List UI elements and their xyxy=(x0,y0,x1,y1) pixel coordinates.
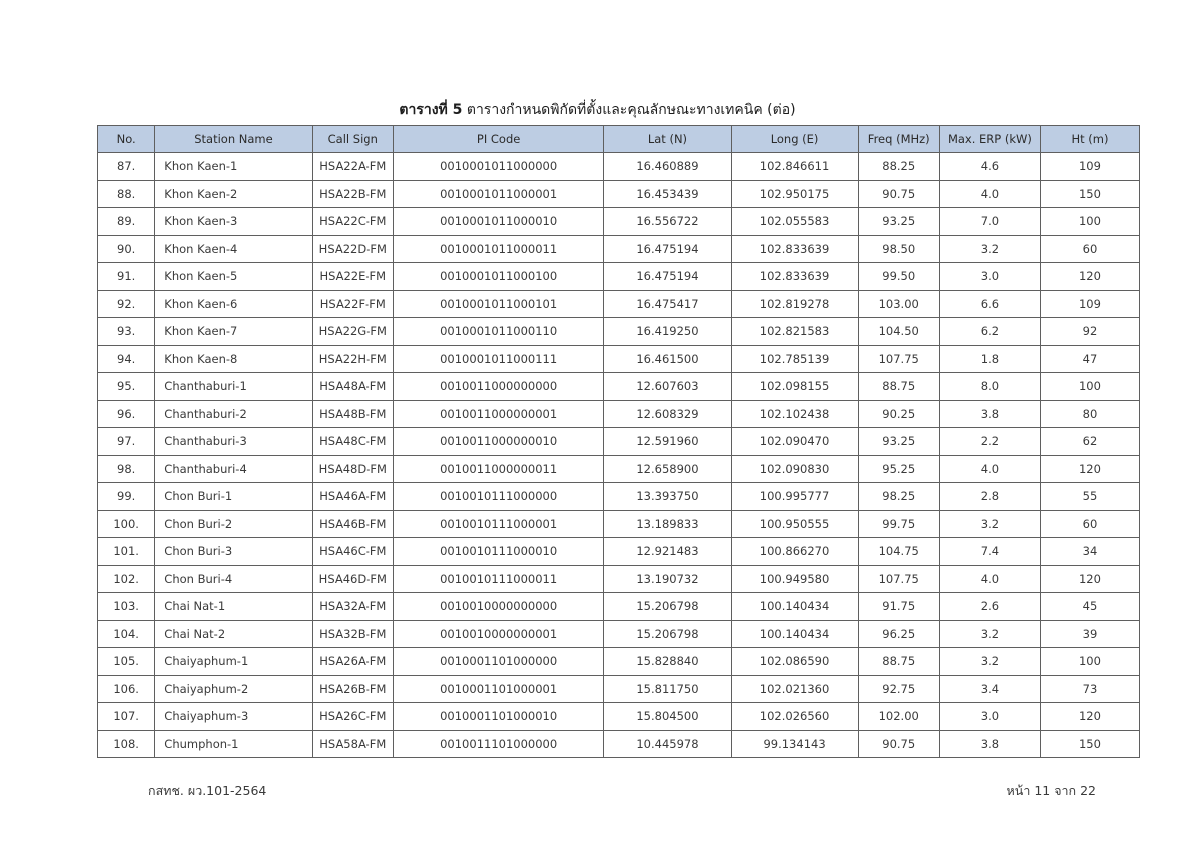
cell-station: Chaiyaphum-2 xyxy=(155,675,312,703)
cell-lat: 15.206798 xyxy=(604,593,731,621)
cell-no: 97. xyxy=(98,428,155,456)
cell-picode: 0010010111000011 xyxy=(393,565,603,593)
cell-picode: 0010001011000001 xyxy=(393,180,603,208)
page-indicator: หน้า 11 จาก 22 xyxy=(1006,783,1096,798)
cell-erp: 3.2 xyxy=(939,620,1040,648)
cell-station: Khon Kaen-7 xyxy=(155,318,312,346)
cell-lat: 12.921483 xyxy=(604,538,731,566)
cell-no: 91. xyxy=(98,263,155,291)
column-header-picode: PI Code xyxy=(393,126,603,153)
cell-ht: 120 xyxy=(1040,565,1139,593)
cell-freq: 102.00 xyxy=(858,703,939,731)
table-row xyxy=(98,235,1140,263)
cell-callsign: HSA26A-FM xyxy=(312,648,393,676)
cell-station: Chaiyaphum-1 xyxy=(155,648,312,676)
cell-freq: 99.50 xyxy=(858,263,939,291)
cell-no: 104. xyxy=(98,620,155,648)
cell-ht: 39 xyxy=(1040,620,1139,648)
cell-no: 88. xyxy=(98,180,155,208)
cell-lat: 10.445978 xyxy=(604,730,731,758)
cell-picode: 0010010000000001 xyxy=(393,620,603,648)
cell-ht: 60 xyxy=(1040,510,1139,538)
cell-erp: 6.2 xyxy=(939,318,1040,346)
cell-long: 102.086590 xyxy=(731,648,858,676)
cell-callsign: HSA22G-FM xyxy=(312,318,393,346)
table-row xyxy=(98,730,1140,758)
cell-lat: 16.475417 xyxy=(604,290,731,318)
table-row xyxy=(98,593,1140,621)
cell-ht: 120 xyxy=(1040,263,1139,291)
cell-erp: 3.0 xyxy=(939,703,1040,731)
cell-erp: 3.2 xyxy=(939,648,1040,676)
cell-picode: 0010011000000000 xyxy=(393,373,603,401)
cell-station: Chon Buri-1 xyxy=(155,483,312,511)
cell-lat: 15.811750 xyxy=(604,675,731,703)
cell-callsign: HSA26B-FM xyxy=(312,675,393,703)
table-row xyxy=(98,703,1140,731)
cell-station: Chon Buri-3 xyxy=(155,538,312,566)
page-title xyxy=(0,100,1195,120)
cell-lat: 15.828840 xyxy=(604,648,731,676)
cell-ht: 109 xyxy=(1040,153,1139,181)
cell-callsign: HSA32B-FM xyxy=(312,620,393,648)
column-header-station: Station Name xyxy=(155,126,312,153)
cell-erp: 3.8 xyxy=(939,730,1040,758)
cell-picode: 0010010000000000 xyxy=(393,593,603,621)
cell-picode: 0010011101000000 xyxy=(393,730,603,758)
cell-lat: 16.556722 xyxy=(604,208,731,236)
cell-long: 102.833639 xyxy=(731,235,858,263)
cell-lat: 13.190732 xyxy=(604,565,731,593)
cell-no: 96. xyxy=(98,400,155,428)
column-header-callsign: Call Sign xyxy=(312,126,393,153)
cell-station: Chanthaburi-4 xyxy=(155,455,312,483)
cell-ht: 47 xyxy=(1040,345,1139,373)
cell-station: Chon Buri-2 xyxy=(155,510,312,538)
cell-ht: 73 xyxy=(1040,675,1139,703)
cell-ht: 80 xyxy=(1040,400,1139,428)
cell-erp: 3.2 xyxy=(939,510,1040,538)
station-table xyxy=(97,125,1140,758)
cell-picode: 0010011000000011 xyxy=(393,455,603,483)
table-row xyxy=(98,263,1140,291)
cell-callsign: HSA48A-FM xyxy=(312,373,393,401)
cell-ht: 45 xyxy=(1040,593,1139,621)
cell-long: 102.021360 xyxy=(731,675,858,703)
cell-freq: 88.25 xyxy=(858,153,939,181)
cell-no: 107. xyxy=(98,703,155,731)
table-row xyxy=(98,180,1140,208)
cell-long: 102.821583 xyxy=(731,318,858,346)
table-row xyxy=(98,428,1140,456)
cell-picode: 0010001101000010 xyxy=(393,703,603,731)
cell-station: Khon Kaen-4 xyxy=(155,235,312,263)
cell-callsign: HSA22C-FM xyxy=(312,208,393,236)
cell-erp: 6.6 xyxy=(939,290,1040,318)
cell-station: Chaiyaphum-3 xyxy=(155,703,312,731)
column-header-long: Long (E) xyxy=(731,126,858,153)
table-row xyxy=(98,620,1140,648)
table-row xyxy=(98,373,1140,401)
cell-station: Chumphon-1 xyxy=(155,730,312,758)
column-header-ht: Ht (m) xyxy=(1040,126,1139,153)
cell-no: 102. xyxy=(98,565,155,593)
cell-picode: 0010011000000010 xyxy=(393,428,603,456)
cell-callsign: HSA46D-FM xyxy=(312,565,393,593)
cell-station: Khon Kaen-6 xyxy=(155,290,312,318)
table-header-row xyxy=(98,126,1140,153)
cell-picode: 0010001011000110 xyxy=(393,318,603,346)
cell-ht: 120 xyxy=(1040,703,1139,731)
cell-freq: 88.75 xyxy=(858,648,939,676)
cell-erp: 3.2 xyxy=(939,235,1040,263)
cell-picode: 0010001011000011 xyxy=(393,235,603,263)
cell-picode: 0010001011000101 xyxy=(393,290,603,318)
cell-station: Chanthaburi-2 xyxy=(155,400,312,428)
cell-lat: 12.607603 xyxy=(604,373,731,401)
cell-ht: 55 xyxy=(1040,483,1139,511)
cell-no: 98. xyxy=(98,455,155,483)
cell-erp: 8.0 xyxy=(939,373,1040,401)
cell-callsign: HSA58A-FM xyxy=(312,730,393,758)
cell-freq: 92.75 xyxy=(858,675,939,703)
column-header-erp: Max. ERP (kW) xyxy=(939,126,1040,153)
table-row xyxy=(98,648,1140,676)
cell-long: 102.098155 xyxy=(731,373,858,401)
cell-station: Chon Buri-4 xyxy=(155,565,312,593)
cell-freq: 103.00 xyxy=(858,290,939,318)
cell-freq: 98.50 xyxy=(858,235,939,263)
cell-no: 105. xyxy=(98,648,155,676)
cell-lat: 12.591960 xyxy=(604,428,731,456)
cell-callsign: HSA48B-FM xyxy=(312,400,393,428)
cell-ht: 120 xyxy=(1040,455,1139,483)
table-row xyxy=(98,483,1140,511)
table-row xyxy=(98,455,1140,483)
cell-erp: 7.4 xyxy=(939,538,1040,566)
cell-ht: 109 xyxy=(1040,290,1139,318)
cell-long: 102.090830 xyxy=(731,455,858,483)
cell-station: Chai Nat-2 xyxy=(155,620,312,648)
table-row xyxy=(98,538,1140,566)
cell-freq: 104.50 xyxy=(858,318,939,346)
cell-erp: 2.6 xyxy=(939,593,1040,621)
cell-erp: 4.0 xyxy=(939,180,1040,208)
cell-long: 100.866270 xyxy=(731,538,858,566)
cell-ht: 92 xyxy=(1040,318,1139,346)
cell-callsign: HSA22D-FM xyxy=(312,235,393,263)
cell-picode: 0010001101000000 xyxy=(393,648,603,676)
cell-picode: 0010010111000010 xyxy=(393,538,603,566)
cell-callsign: HSA26C-FM xyxy=(312,703,393,731)
cell-lat: 13.393750 xyxy=(604,483,731,511)
cell-freq: 95.25 xyxy=(858,455,939,483)
cell-long: 102.785139 xyxy=(731,345,858,373)
cell-erp: 4.6 xyxy=(939,153,1040,181)
cell-picode: 0010001011000111 xyxy=(393,345,603,373)
cell-freq: 91.75 xyxy=(858,593,939,621)
cell-long: 100.950555 xyxy=(731,510,858,538)
cell-long: 102.055583 xyxy=(731,208,858,236)
cell-ht: 62 xyxy=(1040,428,1139,456)
table-row xyxy=(98,290,1140,318)
table-row xyxy=(98,675,1140,703)
page-title-number: ตารางที่ 5 xyxy=(399,102,463,118)
table-row xyxy=(98,153,1140,181)
cell-erp: 4.0 xyxy=(939,455,1040,483)
column-header-no: No. xyxy=(98,126,155,153)
cell-no: 106. xyxy=(98,675,155,703)
cell-freq: 104.75 xyxy=(858,538,939,566)
cell-lat: 12.658900 xyxy=(604,455,731,483)
cell-freq: 90.75 xyxy=(858,730,939,758)
cell-picode: 0010010111000001 xyxy=(393,510,603,538)
cell-no: 90. xyxy=(98,235,155,263)
cell-callsign: HSA22H-FM xyxy=(312,345,393,373)
cell-picode: 0010001011000010 xyxy=(393,208,603,236)
cell-lat: 16.475194 xyxy=(604,235,731,263)
cell-ht: 100 xyxy=(1040,208,1139,236)
cell-no: 89. xyxy=(98,208,155,236)
cell-ht: 60 xyxy=(1040,235,1139,263)
cell-station: Khon Kaen-5 xyxy=(155,263,312,291)
cell-erp: 3.0 xyxy=(939,263,1040,291)
cell-lat: 15.206798 xyxy=(604,620,731,648)
cell-freq: 93.25 xyxy=(858,428,939,456)
cell-lat: 16.461500 xyxy=(604,345,731,373)
cell-no: 108. xyxy=(98,730,155,758)
cell-long: 102.090470 xyxy=(731,428,858,456)
cell-station: Khon Kaen-1 xyxy=(155,153,312,181)
cell-long: 100.140434 xyxy=(731,620,858,648)
cell-no: 99. xyxy=(98,483,155,511)
cell-station: Chanthaburi-3 xyxy=(155,428,312,456)
cell-station: Chanthaburi-1 xyxy=(155,373,312,401)
cell-freq: 90.25 xyxy=(858,400,939,428)
cell-callsign: HSA22F-FM xyxy=(312,290,393,318)
cell-freq: 98.25 xyxy=(858,483,939,511)
cell-ht: 100 xyxy=(1040,373,1139,401)
cell-long: 102.026560 xyxy=(731,703,858,731)
cell-lat: 15.804500 xyxy=(604,703,731,731)
table-row xyxy=(98,565,1140,593)
cell-picode: 0010010111000000 xyxy=(393,483,603,511)
cell-lat: 16.460889 xyxy=(604,153,731,181)
cell-long: 102.950175 xyxy=(731,180,858,208)
cell-callsign: HSA46C-FM xyxy=(312,538,393,566)
page-footer xyxy=(0,781,1195,801)
cell-long: 102.846611 xyxy=(731,153,858,181)
table-row xyxy=(98,510,1140,538)
table-row xyxy=(98,318,1140,346)
cell-long: 100.140434 xyxy=(731,593,858,621)
cell-callsign: HSA46B-FM xyxy=(312,510,393,538)
cell-lat: 16.453439 xyxy=(604,180,731,208)
cell-picode: 0010001101000001 xyxy=(393,675,603,703)
cell-no: 100. xyxy=(98,510,155,538)
cell-erp: 3.4 xyxy=(939,675,1040,703)
cell-erp: 4.0 xyxy=(939,565,1040,593)
document-reference: กสทช. ผว.101-2564 xyxy=(148,783,267,798)
cell-no: 93. xyxy=(98,318,155,346)
cell-no: 94. xyxy=(98,345,155,373)
cell-freq: 99.75 xyxy=(858,510,939,538)
cell-long: 102.102438 xyxy=(731,400,858,428)
column-header-lat: Lat (N) xyxy=(604,126,731,153)
cell-lat: 12.608329 xyxy=(604,400,731,428)
cell-no: 87. xyxy=(98,153,155,181)
cell-station: Chai Nat-1 xyxy=(155,593,312,621)
table-row xyxy=(98,208,1140,236)
cell-lat: 16.419250 xyxy=(604,318,731,346)
cell-picode: 0010001011000000 xyxy=(393,153,603,181)
cell-no: 101. xyxy=(98,538,155,566)
cell-long: 99.134143 xyxy=(731,730,858,758)
cell-long: 102.833639 xyxy=(731,263,858,291)
cell-erp: 1.8 xyxy=(939,345,1040,373)
cell-freq: 96.25 xyxy=(858,620,939,648)
cell-lat: 16.475194 xyxy=(604,263,731,291)
cell-callsign: HSA48D-FM xyxy=(312,455,393,483)
cell-callsign: HSA32A-FM xyxy=(312,593,393,621)
cell-ht: 150 xyxy=(1040,730,1139,758)
cell-station: Khon Kaen-2 xyxy=(155,180,312,208)
cell-long: 100.995777 xyxy=(731,483,858,511)
page-title-text: ตารางกำหนดพิกัดที่ตั้งและคุณลักษณะทางเทคนิค (ต่อ) xyxy=(462,102,796,118)
cell-callsign: HSA22A-FM xyxy=(312,153,393,181)
cell-freq: 90.75 xyxy=(858,180,939,208)
cell-erp: 2.8 xyxy=(939,483,1040,511)
table-body xyxy=(98,153,1140,758)
cell-callsign: HSA46A-FM xyxy=(312,483,393,511)
cell-freq: 93.25 xyxy=(858,208,939,236)
cell-ht: 100 xyxy=(1040,648,1139,676)
cell-picode: 0010001011000100 xyxy=(393,263,603,291)
table-row xyxy=(98,400,1140,428)
cell-erp: 7.0 xyxy=(939,208,1040,236)
cell-ht: 34 xyxy=(1040,538,1139,566)
cell-no: 103. xyxy=(98,593,155,621)
cell-freq: 107.75 xyxy=(858,345,939,373)
column-header-freq: Freq (MHz) xyxy=(858,126,939,153)
cell-erp: 3.8 xyxy=(939,400,1040,428)
cell-callsign: HSA48C-FM xyxy=(312,428,393,456)
cell-no: 92. xyxy=(98,290,155,318)
cell-station: Khon Kaen-3 xyxy=(155,208,312,236)
cell-station: Khon Kaen-8 xyxy=(155,345,312,373)
cell-callsign: HSA22E-FM xyxy=(312,263,393,291)
cell-ht: 150 xyxy=(1040,180,1139,208)
cell-freq: 107.75 xyxy=(858,565,939,593)
table-row xyxy=(98,345,1140,373)
cell-picode: 0010011000000001 xyxy=(393,400,603,428)
cell-freq: 88.75 xyxy=(858,373,939,401)
cell-long: 102.819278 xyxy=(731,290,858,318)
cell-erp: 2.2 xyxy=(939,428,1040,456)
cell-long: 100.949580 xyxy=(731,565,858,593)
cell-no: 95. xyxy=(98,373,155,401)
cell-callsign: HSA22B-FM xyxy=(312,180,393,208)
cell-lat: 13.189833 xyxy=(604,510,731,538)
